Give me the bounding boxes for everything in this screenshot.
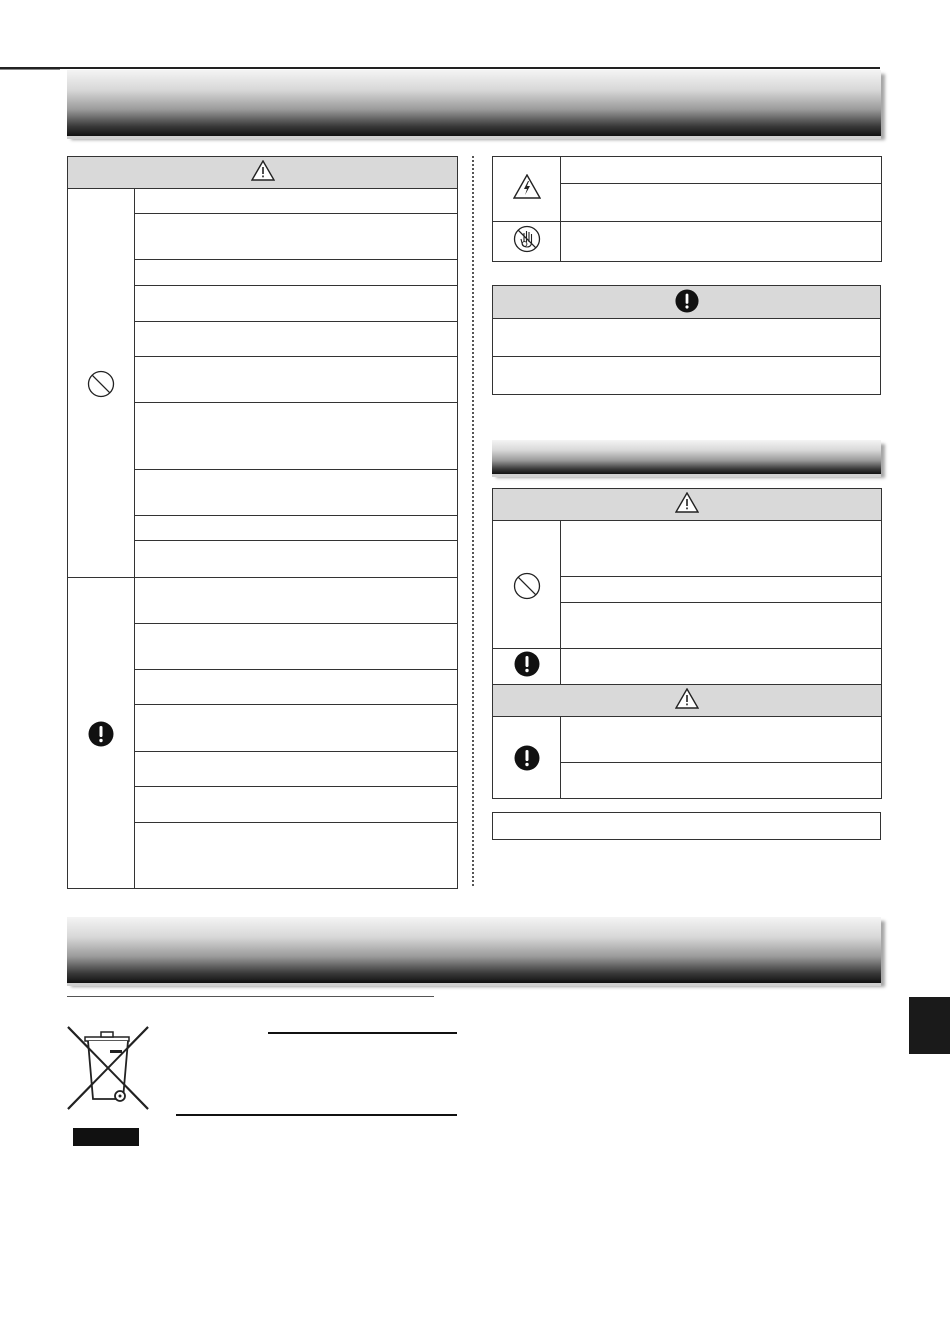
table-row: [135, 670, 458, 705]
table-row: [135, 578, 458, 624]
warning-triangle-icon: [251, 160, 275, 181]
table-row: [561, 184, 882, 222]
caution-header-row: [493, 685, 882, 717]
disposal-rule-lower: [176, 1114, 457, 1116]
table-row: [561, 603, 882, 649]
crossed-out-wheelie-bin-icon: [65, 1024, 151, 1112]
table-row: [135, 624, 458, 670]
mandatory-icon-cell: [493, 717, 561, 799]
disposal-bar: [73, 1128, 139, 1146]
table-row: [561, 222, 882, 262]
mandatory-exclamation-icon: [514, 745, 540, 771]
mandatory-exclamation-icon: [88, 721, 114, 747]
prohibit-icon-cell: [493, 521, 561, 649]
side-tab: [909, 997, 950, 1054]
no-wet-hands-icon: [513, 225, 541, 253]
table-row: [135, 541, 458, 578]
top-rule-tick: [0, 69, 60, 70]
safety-table-right-lower: [492, 488, 882, 799]
table-row: [493, 319, 881, 357]
mandatory-icon-cell: [68, 578, 135, 889]
table-row: [135, 322, 458, 357]
table-row: [561, 763, 882, 799]
table-row: [135, 470, 458, 516]
mandatory-exclamation-icon: [675, 289, 699, 313]
table-row: [561, 521, 882, 577]
electric-icon-cell: [493, 157, 561, 222]
section-banner-bottom: [67, 917, 881, 983]
note-box: [492, 812, 881, 840]
top-rule: [0, 67, 880, 69]
caution-header-row: [493, 286, 881, 319]
table-row: [135, 214, 458, 260]
table-row: [561, 577, 882, 603]
prohibit-icon-cell: [68, 189, 135, 578]
table-row: [561, 157, 882, 184]
warning-header-row: [493, 489, 882, 521]
warning-header-row: [68, 157, 458, 189]
disposal-rule-upper: [268, 1032, 457, 1034]
prohibition-icon: [87, 370, 115, 398]
section-banner-top: [67, 70, 881, 136]
table-row: [135, 752, 458, 787]
safety-table-right-caution: [492, 285, 881, 395]
electric-shock-icon: [513, 174, 541, 199]
table-row: [561, 717, 882, 763]
disposal-symbol: [65, 1024, 151, 1112]
warning-triangle-icon: [675, 688, 699, 709]
table-row: [135, 403, 458, 470]
table-row: [135, 516, 458, 541]
table-row: [135, 260, 458, 286]
prohibition-icon: [513, 572, 541, 600]
table-row: [493, 357, 881, 395]
table-row: [135, 705, 458, 752]
column-divider: [472, 156, 474, 886]
mandatory-icon-cell: [493, 649, 561, 685]
subheading-rule: [67, 996, 434, 997]
section-banner-right: [492, 440, 881, 474]
no-water-icon-cell: [493, 222, 561, 262]
safety-table-right-top: [492, 156, 882, 262]
mandatory-exclamation-icon: [514, 651, 540, 677]
table-row: [135, 286, 458, 322]
safety-table-left: [67, 156, 458, 889]
table-row: [135, 787, 458, 823]
table-row: [561, 649, 882, 685]
table-row: [135, 189, 458, 214]
table-row: [135, 357, 458, 403]
table-row: [135, 823, 458, 889]
warning-triangle-icon: [675, 492, 699, 513]
